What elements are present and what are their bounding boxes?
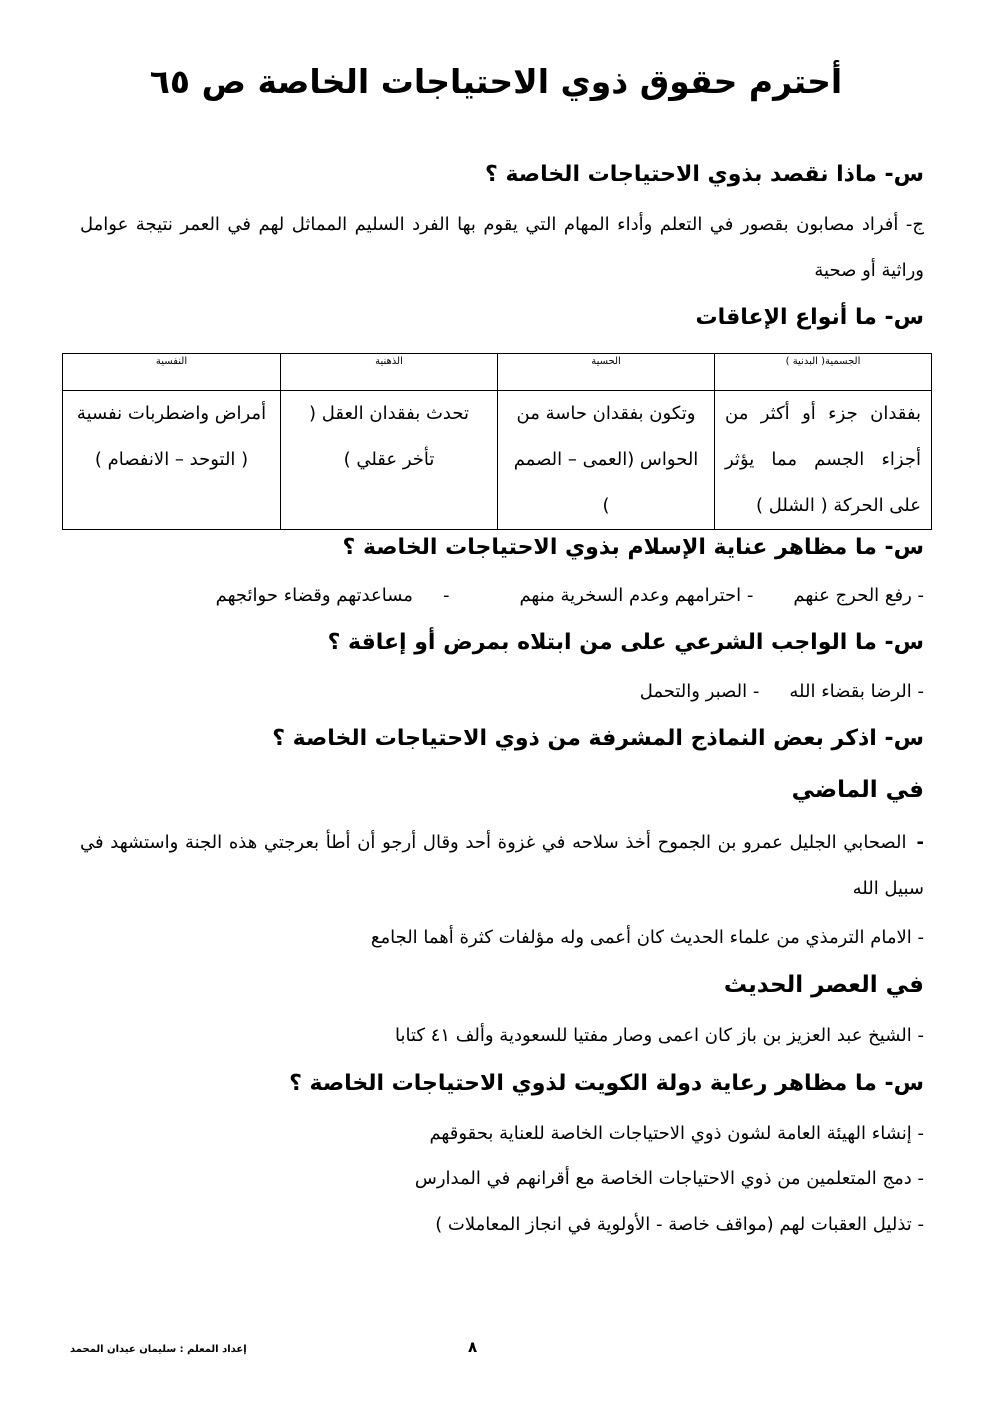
list-item: - الصبر والتحمل bbox=[639, 681, 760, 702]
question-role-models: س- اذكر بعض النماذج المشرفة من ذوي الاحتياجات الخاصة ؟ bbox=[272, 726, 924, 751]
list-item: - تذليل العقبات لهم (مواقف خاصة - الأولوية في انجاز المعاملات ) bbox=[435, 1214, 924, 1235]
bullet: - bbox=[916, 832, 924, 853]
list-item: - الرضا بقضاء الله bbox=[789, 681, 924, 702]
table-row bbox=[63, 391, 932, 530]
list-item: مساعدتهم وقضاء حوائجهم bbox=[215, 585, 413, 606]
list-item: - bbox=[442, 585, 450, 606]
list-item: - رفع الحرج عنهم bbox=[793, 585, 924, 606]
page-title: أحترم حقوق ذوي الاحتياجات الخاصة ص ٦٥ bbox=[149, 62, 843, 101]
question-religious-duty: س- ما الواجب الشرعي على من ابتلاه بمرض أو إعاقة ؟ bbox=[327, 630, 924, 655]
question-definition: س- ماذا نقصد بذوي الاحتياجات الخاصة ؟ bbox=[485, 162, 924, 187]
table-header-row bbox=[63, 354, 932, 391]
table-cell-physical: بفقدان جزء أو أكثر من أجزاء الجسم مما يؤثر على الحركة ( الشلل ) bbox=[715, 391, 932, 530]
disability-types-table bbox=[62, 353, 932, 530]
list-item: - احترامهم وعدم السخرية منهم bbox=[519, 585, 754, 606]
religious-duty-list bbox=[100, 681, 924, 702]
table-header-mental: الذهنية bbox=[281, 354, 498, 391]
question-kuwait-care: س- ما مظاهر رعاية دولة الكويت لذوي الاحتياجات الخاصة ؟ bbox=[289, 1071, 924, 1096]
author-credit: إعداد المعلم : سليمان عيدان المحمد bbox=[70, 1344, 247, 1355]
past-item-amr bbox=[80, 820, 924, 912]
table-cell-sensory: وتكون بفقدان حاسة من الحواس (العمى – الصمم ) bbox=[498, 391, 715, 530]
past-item-amr-text: الصحابي الجليل عمرو بن الجموح أخذ سلاحه في غزوة أحد وقال أرجو أن أطأ بعرجتي هذه الجنة واستشهد في سبيل الله bbox=[80, 832, 924, 899]
heading-modern: في العصر الحديث bbox=[723, 972, 924, 998]
question-disability-types: س- ما أنواع الإعاقات bbox=[695, 305, 924, 330]
question-islam-care: س- ما مظاهر عناية الإسلام بذوي الاحتياجات الخاصة ؟ bbox=[342, 535, 924, 560]
table-header-physical: الجسمية( البدنية ) bbox=[715, 354, 932, 391]
table-cell-psychological: أمراض واضطربات نفسية ( التوحد – الانفصام ) bbox=[63, 391, 281, 530]
list-item: - دمج المتعلمين من ذوي الاحتياجات الخاصة مع أقرانهم في المدارس bbox=[414, 1168, 924, 1189]
list-item: - إنشاء الهيئة العامة لشون ذوي الاحتياجات الخاصة للعناية بحقوقهم bbox=[429, 1123, 924, 1144]
table-cell-mental: تحدث بفقدان العقل ( تأخر عقلي ) bbox=[281, 391, 498, 530]
islam-care-list bbox=[100, 585, 924, 606]
table-header-sensory: الحسية bbox=[498, 354, 715, 391]
page-number: ٨ bbox=[468, 1338, 478, 1356]
table-header-psychological: النفسية bbox=[63, 354, 281, 391]
past-item-tirmidhi: - الامام الترمذي من علماء الحديث كان أعمى وله مؤلفات كثرة أهما الجامع bbox=[370, 927, 924, 948]
modern-item-binbaz: - الشيخ عبد العزيز بن باز كان اعمى وصار مفتيا للسعودية وألف ٤١ كتابا bbox=[395, 1025, 924, 1046]
heading-past: في الماضي bbox=[791, 777, 924, 803]
answer-definition: ج- أفراد مصابون بقصور في التعلم وأداء المهام التي يقوم بها الفرد السليم المماثل لهم في العمر نتيجة عوامل وراثية أو صحية bbox=[80, 214, 924, 281]
